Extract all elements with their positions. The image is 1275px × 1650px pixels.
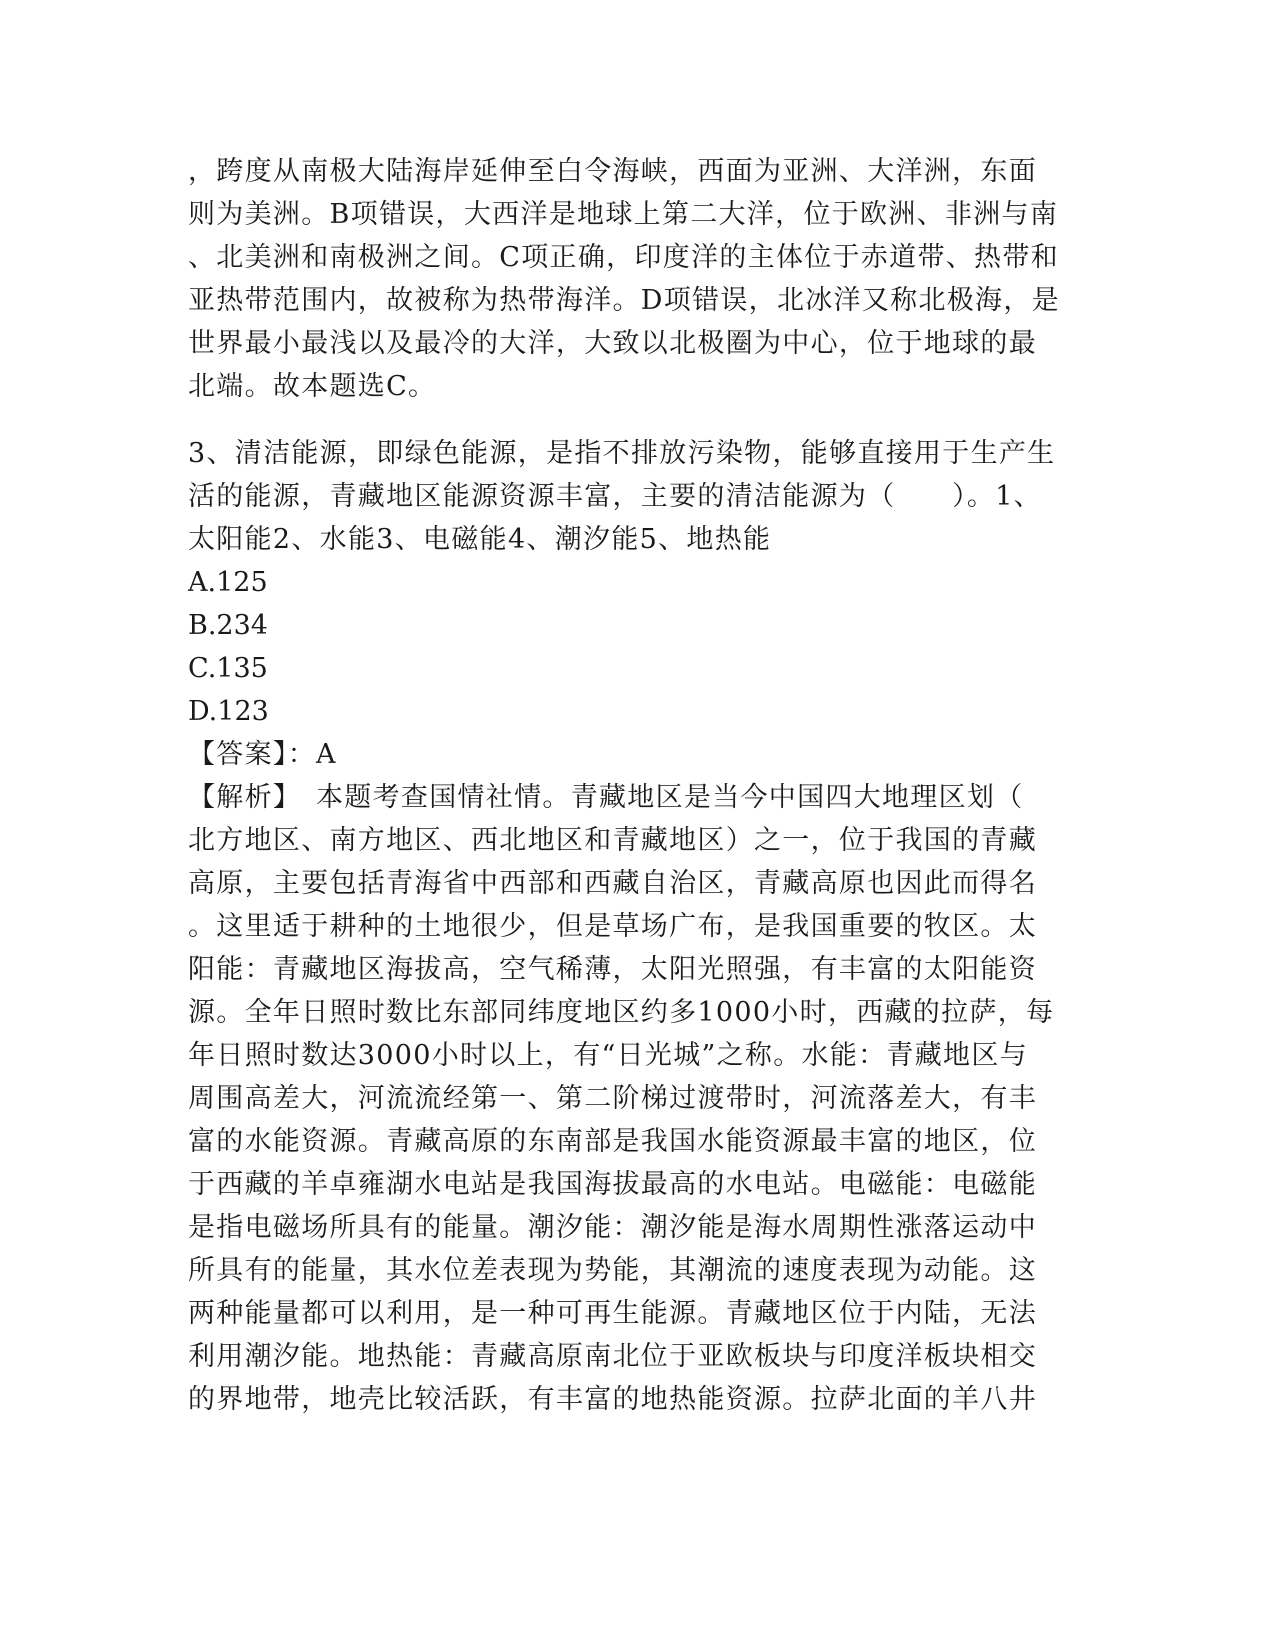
analysis-line: 【解析】 本题考查国情社情。青藏地区是当今中国四大地理区划（ — [188, 782, 1024, 813]
option-b: B.234 — [188, 610, 268, 641]
analysis-line: 源。全年日照时数比东部同纬度地区约多1000小时，西藏的拉萨，每 — [188, 997, 1055, 1028]
analysis-line: 的界地带，地壳比较活跃，有丰富的地热能资源。拉萨北面的羊八井 — [188, 1384, 1037, 1415]
document-page — [188, 150, 1088, 1421]
analysis-line: 阳能：青藏地区海拔高，空气稀薄，太阳光照强，有丰富的太阳能资 — [188, 954, 1037, 985]
text-line: 则为美洲。B项错误，大西洋是地球上第二大洋，位于欧洲、非洲与南 — [188, 199, 1059, 230]
option-a: A.125 — [188, 567, 268, 598]
analysis-line: 周围高差大，河流流经第一、第二阶梯过渡带时，河流落差大，有丰 — [188, 1083, 1037, 1114]
text-line: 世界最小最浅以及最冷的大洋，大致以北极圈为中心，位于地球的最 — [188, 328, 1037, 359]
paragraph-gap — [188, 408, 1088, 432]
analysis-line: 两种能量都可以利用，是一种可再生能源。青藏地区位于内陆，无法 — [188, 1298, 1037, 1329]
stem-line: 活的能源，青藏地区能源资源丰富，主要的清洁能源为（ ）。1、 — [188, 481, 1042, 512]
analysis-line: 是指电磁场所具有的能量。潮汐能：潮汐能是海水周期性涨落运动中 — [188, 1212, 1037, 1243]
analysis-line: 利用潮汐能。地热能：青藏高原南北位于亚欧板块与印度洋板块相交 — [188, 1341, 1037, 1372]
analysis-line: 富的水能资源。青藏高原的东南部是我国水能资源最丰富的地区，位 — [188, 1126, 1037, 1157]
previous-explanation — [188, 150, 1088, 408]
text-line: 亚热带范围内，故被称为热带海洋。D项错误，北冰洋又称北极海，是 — [188, 285, 1060, 316]
text-line: 北端。故本题选C。 — [188, 371, 437, 402]
analysis-line: 高原，主要包括青海省中西部和西藏自治区，青藏高原也因此而得名 — [188, 868, 1037, 899]
question-3 — [188, 432, 1088, 1421]
analysis-line: 所具有的能量，其水位差表现为势能，其潮流的速度表现为动能。这 — [188, 1255, 1037, 1286]
answer-line: 【答案】：A — [188, 739, 337, 770]
options-list — [188, 561, 1088, 733]
analysis-line: 北方地区、南方地区、西北地区和青藏地区）之一，位于我国的青藏 — [188, 825, 1037, 856]
stem-line: 太阳能2、水能3、电磁能4、潮汐能5、地热能 — [188, 524, 772, 555]
text-line: 、北美洲和南极洲之间。C项正确，印度洋的主体位于赤道带、热带和 — [188, 242, 1059, 273]
stem-line: 3、清洁能源，即绿色能源，是指不排放污染物，能够直接用于生产生 — [188, 438, 1056, 469]
analysis-line: 。这里适于耕种的土地很少，但是草场广布，是我国重要的牧区。太 — [188, 911, 1037, 942]
text-line: ，跨度从南极大陆海岸延伸至白令海峡，西面为亚洲、大洋洲，东面 — [188, 156, 1037, 187]
question-stem — [188, 432, 1088, 561]
option-d: D.123 — [188, 696, 269, 727]
option-c: C.135 — [188, 653, 268, 684]
analysis-line: 年日照时数达3000小时以上，有“日光城”之称。水能：青藏地区与 — [188, 1040, 1028, 1071]
analysis — [188, 776, 1088, 1421]
analysis-line: 于西藏的羊卓雍湖水电站是我国海拔最高的水电站。电磁能：电磁能 — [188, 1169, 1037, 1200]
